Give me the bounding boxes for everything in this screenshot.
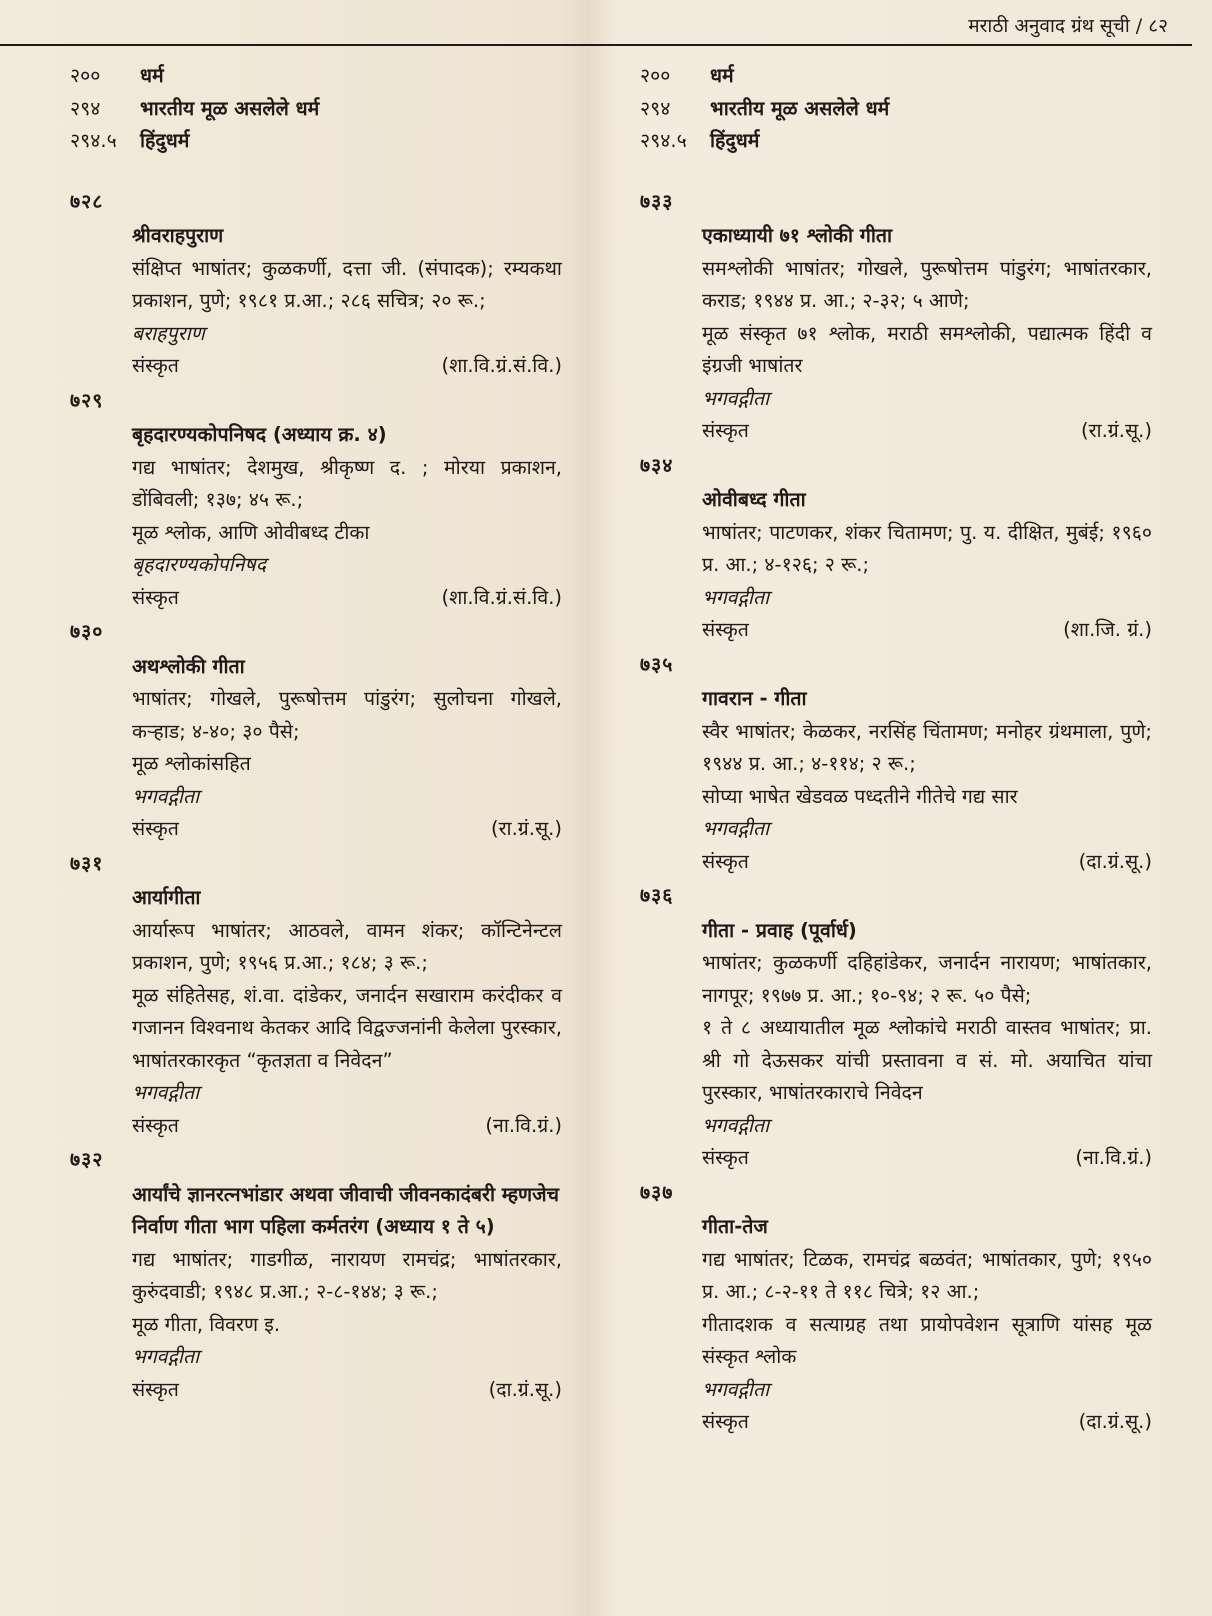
language-source-row — [702, 846, 1152, 879]
entry-description: मूळ संस्कृत ७१ श्लोक, मराठी समश्लोकी, पद्यात्मक हिंदी व इंग्रजी भाषांतर — [702, 321, 1152, 377]
original-title: भगवद्गीता — [702, 1377, 770, 1401]
entry-number: ७३४ — [640, 453, 674, 477]
catalog-entry — [640, 450, 1152, 647]
language-source-row — [702, 1406, 1152, 1439]
catalog-entry — [70, 1144, 562, 1406]
entry-body — [132, 220, 562, 383]
original-title: भगवद्गीता — [702, 817, 770, 840]
source-reference: (शा.वि.ग्रं.सं.वि.) — [441, 354, 562, 377]
spacer — [640, 158, 1152, 186]
entry-title: गीता-तेज — [702, 1215, 768, 1238]
source-language: संस्कृत — [702, 849, 749, 873]
class-name: भारतीय मूळ असलेले धर्म — [710, 96, 890, 120]
source-language: संस्कृत — [132, 1113, 179, 1137]
source-reference: (दा.ग्रं.सू.) — [1078, 1410, 1152, 1433]
class-code: २९४ — [70, 96, 101, 120]
catalog-entry — [640, 880, 1152, 1175]
source-language: संस्कृत — [132, 585, 179, 609]
entry-number: ७३० — [70, 620, 104, 643]
original-title: भगवद्गीता — [132, 1345, 200, 1368]
class-heading — [70, 60, 562, 93]
source-reference: (दा.ग्रं.सू.) — [1078, 849, 1152, 873]
entry-number: ७२९ — [70, 388, 104, 412]
class-heading — [70, 93, 562, 126]
entry-body — [132, 1179, 562, 1407]
language-source-row — [132, 813, 562, 846]
right-column — [640, 60, 1152, 1441]
entry-title: आर्यांचे ज्ञानरत्नभांडार अथवा जीवाची जीवनकादंबरी म्हणजेच निर्वाण गीता भाग पहिला कर्मतरंग (अध्याय १ ते ५) — [132, 1182, 560, 1238]
source-language: संस्कृत — [702, 618, 749, 641]
source-language: संस्कृत — [132, 817, 179, 840]
source-reference: (ना.वि.ग्रं.) — [485, 1113, 562, 1137]
class-heading — [640, 60, 1152, 93]
entry-description: संक्षिप्त भाषांतर; कुळकर्णी, दत्ता जी. (संपादक); रम्यकथा प्रकाशन, पुणे; १९८१ प्र.आ.; २८६ सचित्र; २० रू.; — [132, 256, 562, 312]
entry-title: आर्यागीता — [132, 886, 201, 909]
entry-description: मूळ संहितेसह, शं.वा. दांडेकर, जनार्दन सखाराम करंदीकर व गजानन विश्वनाथ केतकर आदि विद्वज्जनांनी केलेला पुरस्कार, भाषांतरकारकृत “कृतज्ञता व निवेदन” — [132, 983, 562, 1072]
source-reference: (रा.ग्रं.सू.) — [1080, 419, 1152, 442]
entry-body — [132, 882, 562, 1142]
catalog-entry — [640, 1177, 1152, 1439]
entry-description: मूळ गीता, विवरण इ. — [132, 1312, 281, 1336]
class-heading — [640, 125, 1152, 158]
entry-description: भाषांतर; कुळकर्णी दहिहांडेकर, जनार्दन नारायण; भाषांतकार, नागपूर; १९७७ प्र. आ.; १०-९४; २ रू. ५० पैसे; — [702, 951, 1152, 1007]
spacer — [70, 158, 562, 186]
catalog-entry — [640, 186, 1152, 448]
class-name: हिंदुधर्म — [140, 129, 190, 152]
entry-title: अथश्लोकी गीता — [132, 654, 245, 678]
class-name: भारतीय मूळ असलेले धर्म — [140, 96, 320, 120]
entry-number: ७३५ — [640, 652, 674, 676]
language-source-row — [132, 582, 562, 615]
language-source-row — [132, 1374, 562, 1407]
original-title: भगवद्गीता — [132, 1081, 200, 1104]
entry-body — [702, 1211, 1152, 1439]
entry-body — [702, 484, 1152, 647]
entry-body — [132, 651, 562, 846]
entry-description: आर्यारूप भाषांतर; आठवले, वामन शंकर; कॉन्टिनेन्टल प्रकाशन, पुणे; १९५६ प्र.आ.; १८४; ३ रू.; — [132, 918, 562, 974]
entry-title: बृहदारण्यकोपनिषद (अध्याय क्र. ४) — [132, 423, 387, 446]
entry-number: ७३१ — [70, 851, 104, 875]
source-language: संस्कृत — [132, 354, 179, 377]
source-language: संस्कृत — [132, 1377, 179, 1401]
source-reference: (दा.ग्रं.सू.) — [488, 1377, 562, 1401]
source-language: संस्कृत — [702, 1146, 749, 1169]
entry-description: समश्लोकी भाषांतर; गोखले, पुरूषोत्तम पांडुरंग; भाषांतरकार, कराड; १९४४ प्र. आ.; २-३२; ५ आणे; — [702, 256, 1152, 312]
entry-number: ७३६ — [640, 884, 674, 907]
original-title: बराहपुराण — [132, 321, 205, 345]
source-language: संस्कृत — [702, 419, 749, 442]
entry-description: गद्य भाषांतर; टिळक, रामचंद्र बळवंत; भाषांतकार, पुणे; १९५० प्र. आ.; ८-२-११ ते ११८ चित्रे; १२ आ.; — [702, 1247, 1152, 1303]
left-column — [70, 60, 562, 1408]
entry-title: श्रीवराहपुराण — [132, 224, 224, 247]
entry-description: गद्य भाषांतर; देशमुख, श्रीकृष्ण द. ; मोरया प्रकाशन, डोंबिवली; १३७; ४५ रू.; — [132, 455, 562, 511]
original-title: भगवद्गीता — [132, 784, 200, 808]
class-code: २९४.५ — [640, 129, 687, 152]
language-source-row — [702, 1142, 1152, 1175]
catalog-entry — [70, 616, 562, 846]
entry-body — [702, 683, 1152, 878]
source-reference: (शा.जि. ग्रं.) — [1063, 618, 1152, 641]
entry-body — [702, 915, 1152, 1175]
entry-description: मूळ श्लोक, आणि ओवीबध्द टीका — [132, 520, 370, 544]
catalog-entry — [70, 186, 562, 383]
entry-number: ७३७ — [640, 1180, 674, 1204]
entry-title: ओवीबध्द गीता — [702, 488, 806, 511]
original-title: बृहदारण्यकोपनिषद — [132, 553, 267, 576]
entry-body — [132, 419, 562, 614]
entry-number: ७३२ — [70, 1148, 104, 1171]
entry-title: गावरान - गीता — [702, 687, 807, 710]
entry-description: गद्य भाषांतर; गाडगीळ, नारायण रामचंद्र; भाषांतरकार, कुरुंदवाडी; १९४८ प्र.आ.; २-८-१४४; ३ रू.; — [132, 1247, 562, 1303]
entry-number: ७२८ — [70, 189, 104, 213]
entry-description: गीतादशक व सत्याग्रह तथा प्रायोपवेशन सूत्राणि यांसह मूळ संस्कृत श्लोक — [702, 1312, 1152, 1368]
entry-description: मूळ श्लोकांसहित — [132, 752, 251, 775]
header-rule — [0, 44, 1192, 46]
catalog-entry — [70, 385, 562, 615]
catalog-entry — [640, 649, 1152, 879]
entry-number: ७३३ — [640, 189, 674, 213]
class-code: २९४ — [640, 96, 671, 120]
class-name: धर्म — [710, 64, 734, 87]
entry-description: भाषांतर; पाटणकर, शंकर चितामण; पु. य. दीक्षित, मुबंई; १९६० प्र. आ.; ४-१२६; २ रू.; — [702, 520, 1152, 576]
class-code: २०० — [70, 64, 101, 87]
source-reference: (शा.वि.ग्रं.सं.वि.) — [441, 585, 562, 609]
source-reference: (ना.वि.ग्रं.) — [1075, 1146, 1152, 1169]
original-title: भगवद्गीता — [702, 585, 770, 609]
entry-description: भाषांतर; गोखले, पुरूषोत्तम पांडुरंग; सुलोचना गोखले, कऱ्हाड; ४-४०; ३० पैसे; — [132, 687, 562, 743]
language-source-row — [702, 415, 1152, 448]
language-source-row — [132, 350, 562, 383]
entry-title: गीता - प्रवाह (पूर्वार्ध) — [702, 918, 857, 942]
class-name: हिंदुधर्म — [710, 129, 760, 152]
class-heading — [70, 125, 562, 158]
language-source-row — [132, 1110, 562, 1143]
language-source-row — [702, 614, 1152, 647]
class-name: धर्म — [140, 64, 164, 87]
class-code: २०० — [640, 64, 671, 87]
running-header: मराठी अनुवाद ग्रंथ सूची / ८२ — [968, 15, 1168, 37]
entry-title: एकाध्यायी ७१ श्लोकी गीता — [702, 224, 893, 247]
source-language: संस्कृत — [702, 1410, 749, 1433]
original-title: भगवद्गीता — [702, 1113, 770, 1137]
entry-description: स्वैर भाषांतर; केळकर, नरसिंह चिंतामण; मनोहर ग्रंथमाला, पुणे; १९४४ प्र. आ.; ४-११४; २ रू.; — [702, 719, 1152, 775]
entry-description: सोप्या भाषेत खेडवळ पध्दतीने गीतेचे गद्य सार — [702, 784, 1018, 808]
class-code: २९४.५ — [70, 129, 117, 152]
entry-body — [702, 220, 1152, 448]
catalog-entry — [70, 848, 562, 1143]
entry-description: १ ते ८ अध्यायातील मूळ श्लोकांचे मराठी वास्तव भाषांतर; प्रा. श्री गो देऊसकर यांची प्रस्तावना व सं. मो. अयाचित यांचा पुरस्कार, भाषांतरकाराचे निवेदन — [702, 1016, 1152, 1104]
original-title: भगवद्गीता — [702, 386, 770, 410]
class-heading — [640, 93, 1152, 126]
source-reference: (रा.ग्रं.सू.) — [490, 817, 562, 840]
